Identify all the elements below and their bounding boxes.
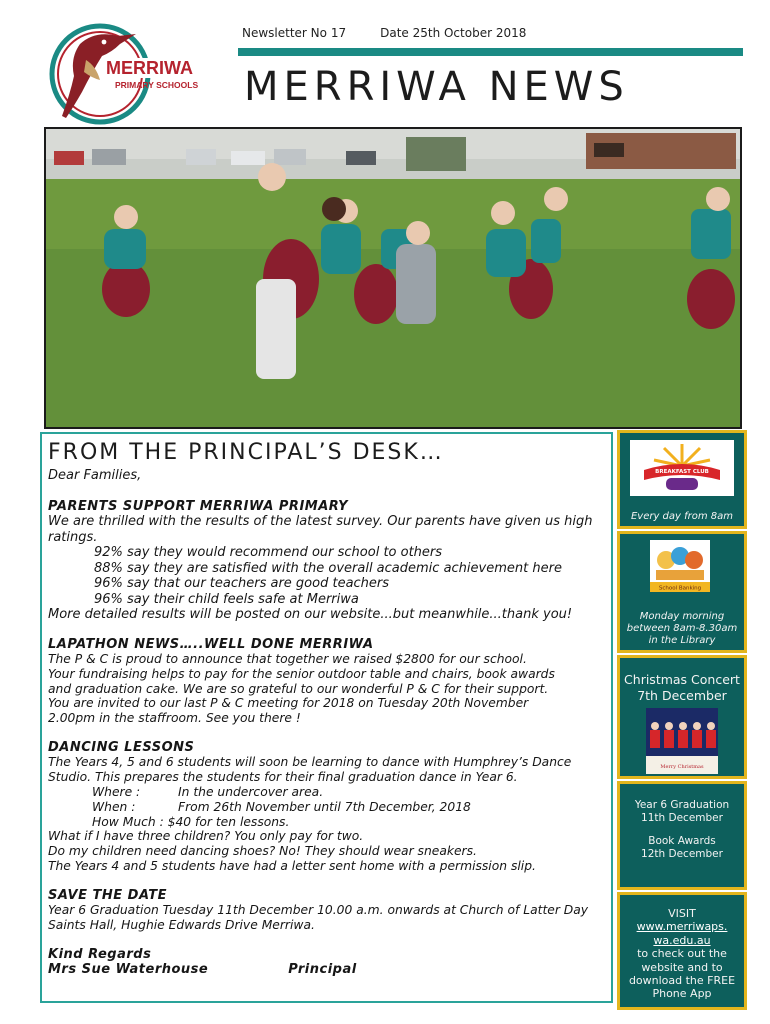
- survey-stat: 96% say that our teachers are good teachers: [94, 576, 390, 591]
- website-panel: [617, 892, 747, 1010]
- save-date-text: Year 6 Graduation Tuesday 11th December 10.00 a.m. onwards at Church of Latter Day Saints Hall, Hughie Edwards Drive Merriwa.: [48, 903, 589, 933]
- greeting: Dear Families,: [48, 468, 142, 483]
- dancing-where: Where : In the undercover area.: [92, 785, 324, 800]
- lapathon-heading: LAPATHON NEWS…..WELL DONE MERRIWA: [48, 636, 374, 652]
- newsletter-number: Newsletter No 17: [242, 26, 347, 40]
- issue-info: [242, 26, 526, 40]
- svg-text:Merry Christmas: Merry Christmas: [660, 764, 704, 770]
- dancing-line: The Years 4, 5 and 6 students will soon be learning to dance with Humphrey’s Dance: [48, 755, 572, 770]
- survey-stat: 88% say they are satisfied with the overall academic achievement here: [94, 560, 562, 576]
- signoff: Kind Regards: [48, 946, 152, 962]
- graduation-panel: [617, 781, 747, 890]
- survey-intro: We are thrilled with the results of the latest survey. Our parents have given us high ratings.: [48, 514, 593, 545]
- graduation-info: Year 6 Graduation 11th December Book Awards 12th December: [634, 799, 730, 860]
- school-logo: [40, 22, 212, 128]
- dancing-letter: The Years 4 and 5 students have had a letter sent home with a permission slip.: [48, 859, 536, 874]
- dancing-cost: How Much : $40 for ten lessons.: [92, 814, 290, 829]
- dancing-faq: What if I have three children? You only pay for two.: [48, 829, 364, 844]
- christmas-concert-panel: [617, 655, 747, 779]
- issue-date: Date 25th October 2018: [380, 26, 527, 40]
- dancing-when: When : From 26th November until 7th December, 2018: [92, 799, 471, 814]
- principal-heading: FROM THE PRINCIPAL’S DESK…: [48, 440, 444, 465]
- concert-title: Christmas Concert 7th December: [624, 672, 740, 703]
- concert-image: [646, 708, 718, 774]
- dancing-line: Studio. This prepares the students for their final graduation dance in Year 6.: [48, 770, 518, 785]
- survey-stat: 96% say their child feels safe at Merriwa: [94, 591, 359, 607]
- logo-sub: PRIMARY SCHOOLS: [115, 80, 199, 90]
- breakfast-caption: Every day from 8am: [630, 511, 734, 522]
- lapathon-line: You are invited to our last P & C meeting for 2018 on Tuesday 20th November: [48, 696, 529, 711]
- teal-rule: [238, 48, 743, 56]
- signer-name: Mrs Sue Waterhouse: [48, 962, 209, 978]
- signature: [48, 962, 614, 978]
- school-banking-panel: [617, 531, 747, 653]
- lapathon-line: The P & C is proud to announce that together we raised $2800 for our school.: [48, 652, 527, 666]
- survey-stat: 92% say they would recommend our school to others: [94, 545, 443, 560]
- masthead-title: MERRIWA NEWS: [244, 64, 629, 110]
- school-banking-logo: [650, 540, 710, 592]
- website-link[interactable]: www.merriwaps. wa.edu.au: [636, 920, 728, 947]
- dancing-heading: DANCING LESSONS: [48, 739, 195, 755]
- cover-photo: [44, 127, 742, 429]
- lapathon-line: Your fundraising helps to pay for the senior outdoor table and chairs, book awards: [48, 666, 555, 681]
- survey-outro: More detailed results will be posted on our website...but meanwhile...thank you!: [48, 607, 573, 622]
- lapathon-line: 2.00pm in the staffroom. See you there !: [48, 711, 301, 726]
- website-info: VISIT www.merriwaps. wa.edu.au to check out the website and to download the FREE Phone App: [628, 907, 736, 1001]
- svg-text:BREAKFAST CLUB: BREAKFAST CLUB: [655, 469, 709, 475]
- signer-role: Principal: [288, 962, 357, 978]
- breakfast-club-panel: [617, 430, 747, 529]
- breakfast-club-logo: [630, 440, 734, 496]
- logo-name: MERRIWA: [106, 58, 193, 78]
- principal-section: [40, 432, 613, 1003]
- lapathon-line: and graduation cake. We are so grateful to our wonderful P & C for their support.: [48, 681, 549, 696]
- svg-text:School Banking: School Banking: [658, 585, 702, 592]
- banking-caption: Monday morning between 8am-8.30am in the Library: [626, 611, 738, 646]
- principal-body: [48, 468, 614, 978]
- dancing-faq: Do my children need dancing shoes? No! They should wear sneakers.: [48, 844, 477, 859]
- save-date-heading: SAVE THE DATE: [48, 887, 168, 903]
- survey-heading: PARENTS SUPPORT MERRIWA PRIMARY: [48, 498, 349, 514]
